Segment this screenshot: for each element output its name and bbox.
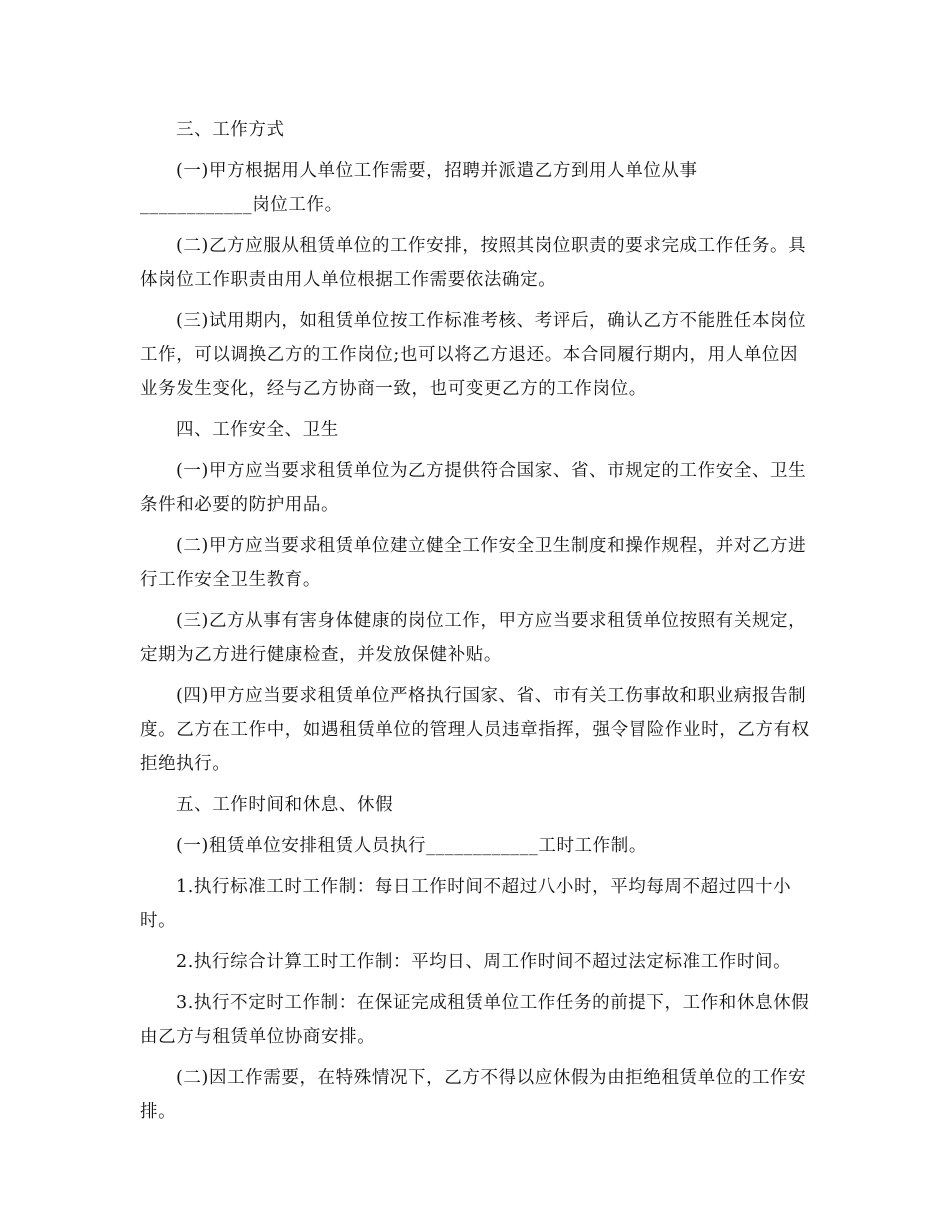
paragraph-hours-2: (二)因工作需要，在特殊情况下，乙方不得以应休假为由拒绝租赁单位的工作安排。 bbox=[140, 1068, 807, 1122]
document-body bbox=[140, 113, 815, 1136]
paragraph-work-method-3: (三)试用期内，如租赁单位按工作标准考核、考评后，确认乙方不能胜任本岗位工作，可以调换乙方的工作岗位;也可以将乙方退还。本合同履行期内，用人单位因业务发生变化，经与乙方协商一致，也可变更乙方的工作岗位。 bbox=[140, 311, 807, 399]
paragraph-safety-1: (一)甲方应当要求租赁单位为乙方提供符合国家、省、市规定的工作安全、卫生条件和必要的防护用品。 bbox=[140, 461, 807, 515]
paragraph-safety-3: (三)乙方从事有害身体健康的岗位工作，甲方应当要求租赁单位按照有关规定，定期为乙方进行健康检查，并发放保健补贴。 bbox=[140, 611, 807, 665]
paragraph-safety-2: (二)甲方应当要求租赁单位建立健全工作安全卫生制度和操作规程，并对乙方进行工作安全卫生教育。 bbox=[140, 536, 807, 590]
section-heading-safety-hygiene: 四、工作安全、卫生 bbox=[176, 420, 339, 440]
paragraph-hours-1: (一)租赁单位安排租赁人员执行____________工时工作制。 bbox=[176, 836, 647, 856]
section-heading-work-method: 三、工作方式 bbox=[176, 120, 285, 140]
section-heading-working-hours: 五、工作时间和休息、休假 bbox=[176, 795, 394, 815]
paragraph-work-method-1: (一)甲方根据用人单位工作需要，招聘并派遣乙方到用人单位从事 ____________岗位工作。 bbox=[140, 161, 698, 215]
paragraph-hours-standard: 1.执行标准工时工作制：每日工作时间不超过八小时，平均每周不超过四十小时。 bbox=[140, 877, 792, 931]
paragraph-hours-flexible: 3.执行不定时工作制：在保证完成租赁单位工作任务的前提下，工作和休息休假由乙方与租赁单位协商安排。 bbox=[140, 993, 810, 1047]
paragraph-safety-4: (四)甲方应当要求租赁单位严格执行国家、省、市有关工伤事故和职业病报告制度。乙方在工作中，如遇租赁单位的管理人员违章指挥，强令冒险作业时，乙方有权拒绝执行。 bbox=[140, 686, 810, 774]
paragraph-work-method-2: (二)乙方应服从租赁单位的工作安排，按照其岗位职责的要求完成工作任务。具体岗位工作职责由用人单位根据工作需要依法确定。 bbox=[140, 236, 807, 290]
paragraph-hours-comprehensive: 2.执行综合计算工时工作制：平均日、周工作时间不超过法定标准工作时间。 bbox=[176, 952, 792, 972]
